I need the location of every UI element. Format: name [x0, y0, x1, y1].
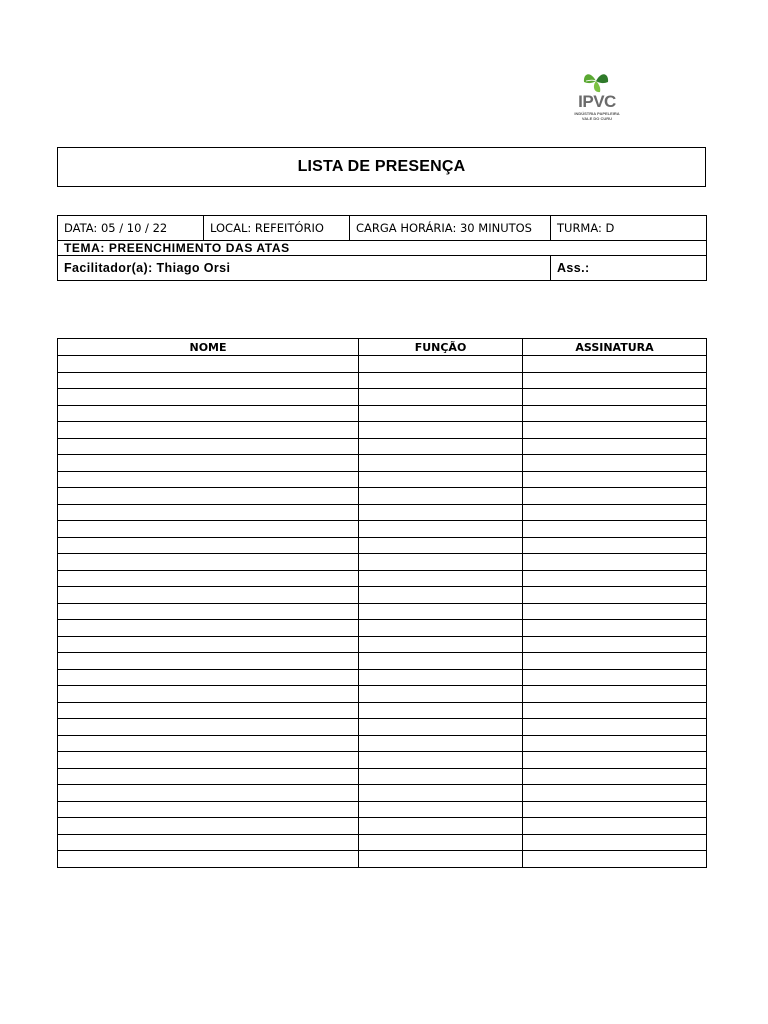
table-row [58, 686, 707, 703]
signature-cell [523, 620, 707, 637]
table-row [58, 587, 707, 604]
role-cell [359, 537, 523, 554]
signature-cell [523, 521, 707, 538]
signature-cell [523, 537, 707, 554]
table-row [58, 818, 707, 835]
role-cell [359, 735, 523, 752]
name-cell [58, 488, 359, 505]
signature-cell [523, 636, 707, 653]
name-cell [58, 356, 359, 373]
signature-cell [523, 438, 707, 455]
signature-cell [523, 801, 707, 818]
role-cell [359, 768, 523, 785]
table-row [58, 504, 707, 521]
role-cell [359, 504, 523, 521]
location-field: LOCAL: REFEITÓRIO [204, 216, 350, 241]
role-cell [359, 488, 523, 505]
name-cell [58, 554, 359, 571]
name-cell [58, 537, 359, 554]
name-cell [58, 587, 359, 604]
signature-cell [523, 785, 707, 802]
name-cell [58, 504, 359, 521]
signature-cell [523, 570, 707, 587]
name-cell [58, 422, 359, 439]
signature-cell [523, 752, 707, 769]
header-signature: ASSINATURA [523, 339, 707, 356]
attendance-body [58, 356, 707, 868]
table-row [58, 735, 707, 752]
table-row [58, 554, 707, 571]
table-row [58, 801, 707, 818]
signature-cell [523, 504, 707, 521]
table-row [58, 455, 707, 472]
name-cell [58, 653, 359, 670]
name-cell [58, 570, 359, 587]
role-cell [359, 851, 523, 868]
signature-cell [523, 686, 707, 703]
signature-cell [523, 455, 707, 472]
role-cell [359, 521, 523, 538]
table-row [58, 620, 707, 637]
name-cell [58, 455, 359, 472]
role-cell [359, 471, 523, 488]
name-cell [58, 752, 359, 769]
role-cell [359, 636, 523, 653]
role-cell [359, 801, 523, 818]
facilitator-field: Facilitador(a): Thiago Orsi [58, 256, 551, 281]
name-cell [58, 801, 359, 818]
info-row-2 [58, 241, 707, 256]
name-cell [58, 521, 359, 538]
document-title: LISTA DE PRESENÇA [297, 158, 466, 175]
logo-subtitle [570, 111, 624, 121]
signature-cell [523, 389, 707, 406]
header-name: NOME [58, 339, 359, 356]
signature-cell [523, 603, 707, 620]
name-cell [58, 636, 359, 653]
logo-name: IPVC [578, 92, 616, 111]
name-cell [58, 620, 359, 637]
name-cell [58, 785, 359, 802]
name-cell [58, 405, 359, 422]
role-cell [359, 455, 523, 472]
name-cell [58, 471, 359, 488]
class-field: TURMA: D [551, 216, 707, 241]
table-row [58, 438, 707, 455]
table-row [58, 851, 707, 868]
table-row [58, 405, 707, 422]
attendance-table [57, 338, 707, 868]
signature-cell [523, 834, 707, 851]
title-box [57, 147, 706, 187]
table-row [58, 702, 707, 719]
table-row [58, 356, 707, 373]
name-cell [58, 669, 359, 686]
name-cell [58, 686, 359, 703]
info-row-3 [58, 256, 707, 281]
table-row [58, 471, 707, 488]
info-row-1 [58, 216, 707, 241]
role-cell [359, 372, 523, 389]
name-cell [58, 768, 359, 785]
facilitator-signature-field: Ass.: [551, 256, 707, 281]
date-field: DATA: 05 / 10 / 22 [58, 216, 204, 241]
signature-cell [523, 587, 707, 604]
table-row [58, 537, 707, 554]
role-cell [359, 554, 523, 571]
signature-cell [523, 768, 707, 785]
signature-cell [523, 653, 707, 670]
role-cell [359, 834, 523, 851]
table-row [58, 422, 707, 439]
signature-cell [523, 422, 707, 439]
signature-cell [523, 851, 707, 868]
role-cell [359, 587, 523, 604]
table-row [58, 669, 707, 686]
workload-field: CARGA HORÁRIA: 30 MINUTOS [350, 216, 551, 241]
leaf-icon [580, 68, 612, 94]
signature-cell [523, 669, 707, 686]
role-cell [359, 422, 523, 439]
role-cell [359, 686, 523, 703]
role-cell [359, 570, 523, 587]
table-row [58, 603, 707, 620]
role-cell [359, 752, 523, 769]
signature-cell [523, 554, 707, 571]
table-row [58, 768, 707, 785]
role-cell [359, 603, 523, 620]
attendance-header-row [58, 339, 707, 356]
table-row [58, 521, 707, 538]
signature-cell [523, 735, 707, 752]
role-cell [359, 669, 523, 686]
signature-cell [523, 818, 707, 835]
name-cell [58, 372, 359, 389]
signature-cell [523, 719, 707, 736]
header-role: FUNÇÃO [359, 339, 523, 356]
signature-cell [523, 702, 707, 719]
table-row [58, 834, 707, 851]
table-row [58, 752, 707, 769]
company-logo [566, 66, 626, 130]
role-cell [359, 653, 523, 670]
role-cell [359, 405, 523, 422]
role-cell [359, 818, 523, 835]
signature-cell [523, 372, 707, 389]
signature-cell [523, 356, 707, 373]
name-cell [58, 818, 359, 835]
role-cell [359, 785, 523, 802]
name-cell [58, 389, 359, 406]
signature-cell [523, 405, 707, 422]
table-row [58, 372, 707, 389]
role-cell [359, 438, 523, 455]
table-row [58, 488, 707, 505]
logo-subtitle-line1: INDÚSTRIA PAPELEIRA [574, 111, 620, 116]
name-cell [58, 735, 359, 752]
table-row [58, 785, 707, 802]
logo-subtitle-line2: VALE DO CURU [581, 116, 613, 121]
signature-cell [523, 488, 707, 505]
role-cell [359, 620, 523, 637]
role-cell [359, 719, 523, 736]
theme-field: TEMA: PREENCHIMENTO DAS ATAS [58, 241, 707, 256]
name-cell [58, 603, 359, 620]
table-row [58, 636, 707, 653]
name-cell [58, 851, 359, 868]
name-cell [58, 438, 359, 455]
signature-cell [523, 471, 707, 488]
table-row [58, 653, 707, 670]
name-cell [58, 719, 359, 736]
table-row [58, 389, 707, 406]
table-row [58, 719, 707, 736]
info-table [57, 215, 707, 281]
role-cell [359, 389, 523, 406]
name-cell [58, 834, 359, 851]
role-cell [359, 702, 523, 719]
role-cell [359, 356, 523, 373]
table-row [58, 570, 707, 587]
name-cell [58, 702, 359, 719]
